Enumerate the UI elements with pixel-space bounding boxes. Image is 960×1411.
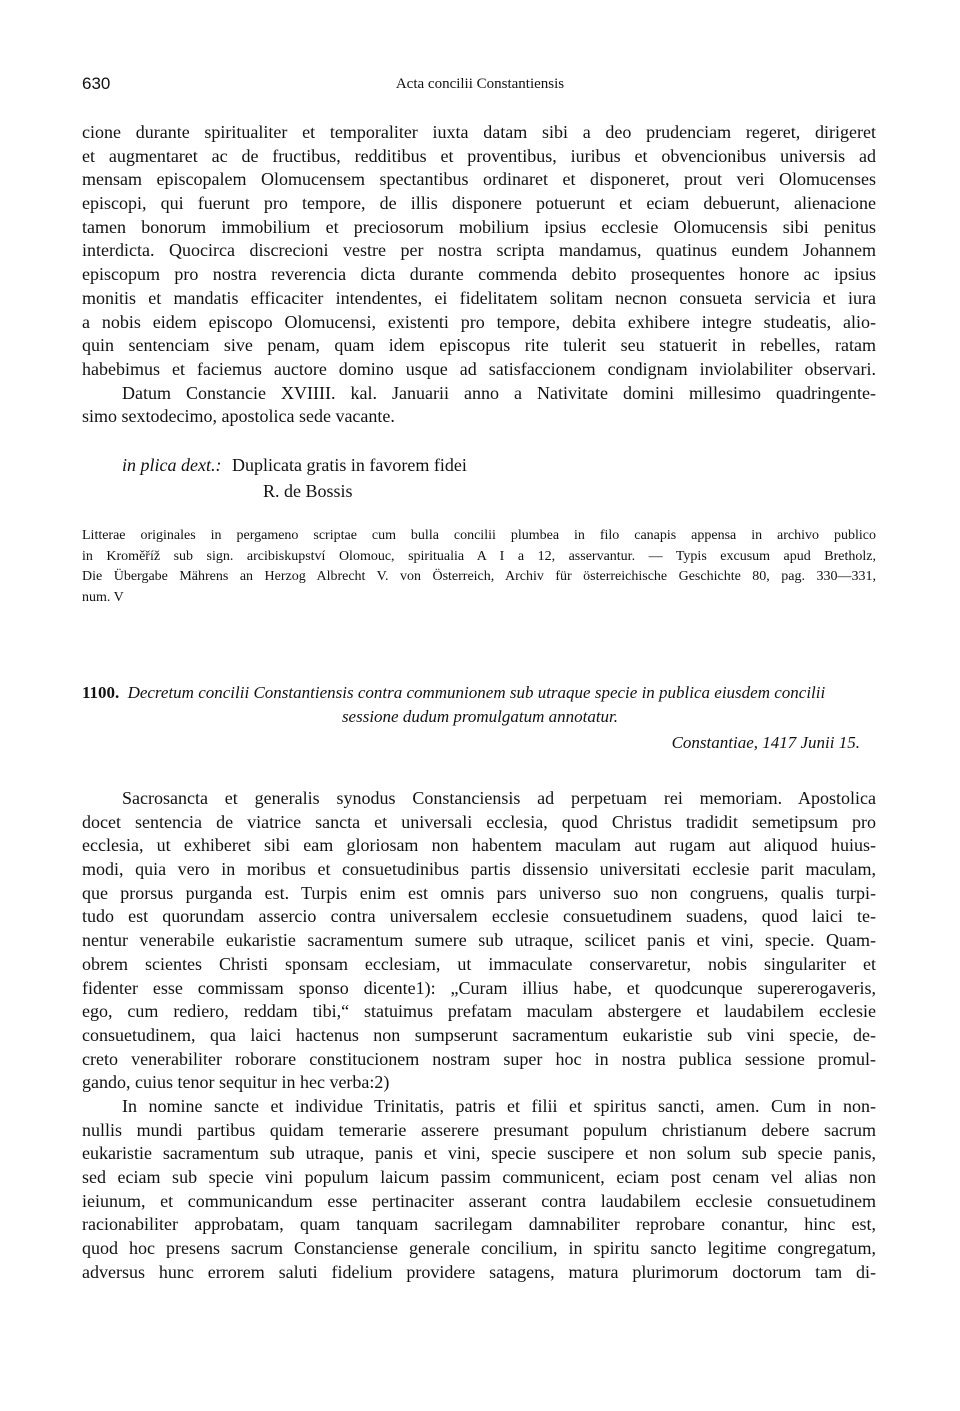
text-line: obrem scientes Christi sponsam ecclesiam, ut immaculate conservaretur, nobis singulariter et: [82, 953, 876, 974]
text-line: racionabiliter approbatam, quam tanquam sacrilegam damnabiliter reprobare conantur, hinc est,: [82, 1214, 876, 1235]
document-place-date: Constantiae, 1417 Junii 15.: [671, 733, 860, 752]
text-line: adversus hunc errorem saluti fidelium providere satagens, matura plurimorum doctorum tam di-: [82, 1261, 876, 1282]
text-line: que prorsus purganda est. Turpis enim est omnis pars universo suo non congruens, qualis turpi-: [82, 882, 876, 903]
text-line: ieiunum, et communicandum esse pertinaciter asserant contra laudabilem ecclesie consuetudinem: [82, 1190, 876, 1211]
text-line: quod hoc presens sacrum Constanciense generale concilium, in spiritu sancto legitime congregatum,: [82, 1238, 876, 1259]
text-line: fidenter esse commissam sponso dicente1): „Curam illius habe, et quodcunque supererogaveris,: [82, 977, 876, 998]
text-line: ego, cum rediero, reddam tibi,“ statuimus prefatam maculam abstergere et laudabilem ecclesie: [82, 1001, 876, 1022]
text-line: ecclesia, ut exhiberet sibi eam gloriosam non habentem maculam aut rugam aut aliquod huius-: [82, 835, 876, 856]
plica-text: Duplicata gratis in favorem fidei: [231, 455, 467, 475]
text-line: a nobis eidem episcopo Olomucensi, existenti pro tempore, debita exhibere integre studeatis, alio-: [82, 311, 876, 332]
text-line: Sacrosancta et generalis synodus Constanciensis ad perpetuam rei memoriam. Apostolica: [122, 788, 876, 808]
text-line: nentur venerabile eukaristie sacramentum sumere sub utraque, scilicet panis et vini, specie. Quam-: [82, 930, 876, 951]
text-line: nullis mundi partibus quidam temerarie asserere presumant populum christianum debere sacrum: [82, 1119, 876, 1140]
plica-label: in plica dext.:: [122, 455, 222, 475]
text-line: et augmentaret ac de fructibus, redditibus et proventibus, iuribus et obvencionibus universis ad: [82, 145, 876, 166]
text-line: monitis et mandatis efficaciter intendentes, ei fidelitatem solitam necnon consueta servicia et iura: [82, 287, 876, 308]
note-line: num. V: [82, 589, 124, 605]
text-line: interdicta. Quocirca discrecioni vestre per nostra scripta mandamus, quatinus eundem Johannem: [82, 240, 876, 261]
text-line: sed eciam sub specie vini populum laicum passim communicent, eciam post cenam vel alias non: [82, 1167, 876, 1187]
text-line: docet sentencia de viatrice sancta et universali ecclesia, quod Christus tradidit semetipsum pro: [82, 811, 876, 832]
text-line: episcopum pro nostra reverencia dicta durante commenda debito prosequentes honore ac ipsius: [82, 264, 876, 285]
decree-body: [82, 787, 876, 1284]
text-line: creto venerabiliter roborare constitucionem nostram super hoc in nostra publica sessione promul-: [82, 1048, 876, 1069]
note-line: in Kroměříž sub sign. arcibiskupství Olomouc, spiritualia A I a 12, asservantur. — Typis excusum apud Bretholz,: [82, 548, 876, 564]
plica-note: [122, 455, 467, 476]
text-line: quin sentenciam sive penam, quam idem episcopus rite tulerit seu statuerit in rebelles, ratam: [82, 335, 876, 356]
text-line: In nomine sancte et individue Trinitatis, patris et filii et spiritus sancti, amen. Cum in non-: [122, 1095, 876, 1116]
datum-line: Datum Constancie XVIIII. kal. Januarii anno a Nativitate domini millesimo quadringente-: [122, 382, 876, 403]
page-number: 630: [82, 74, 111, 93]
running-title: Acta concilii Constantiensis: [395, 76, 565, 92]
text-line: consuetudinem, qua laici hactenus non sumpserunt sacramentum eukaristie sub vini specie, de-: [82, 1024, 876, 1045]
paragraph-continued: [82, 121, 876, 429]
document-title-line1: Decretum concilii Constantiensis contra communionem sub utraque specie in publica eiusdem concilii: [127, 683, 826, 702]
document-title-line2: sessione dudum promulgatum annotatur.: [341, 707, 619, 726]
text-line: mensam episcopalem Olomucensem spectantibus ordinaret et disponeret, prout veri Olomucenses: [82, 169, 876, 190]
note-line: Die Übergabe Mährens an Herzog Albrecht V. von Österreich, Archiv für österreichische Geschichte 80, pag. 330—331,: [82, 569, 876, 584]
note-line: Litterae originales in pergameno scriptae cum bulla concilii plumbea in filo canapis appensa in archivo publico: [82, 528, 876, 543]
text-line: habebimus et faciemus auctore domino usque ad satisfaccionem condignam inviolabiliter observari.: [82, 358, 876, 379]
text-line: episcopi, qui fuerunt pro tempore, de illis disponere potuerunt et eciam debuerunt, alienacione: [82, 193, 876, 214]
text-line: eukaristie sacramentum sub utraque, panis et vini, specie suscipere et non solum sub specie panis,: [82, 1143, 876, 1164]
text-line: cione durante spiritualiter et temporaliter iuxta datam sibi a deo prudenciam regeret, dirigeret: [82, 122, 876, 142]
source-note: [82, 526, 876, 608]
document-heading: [82, 683, 876, 703]
plica-signature: R. de Bossis: [263, 481, 353, 501]
text-line: tudo est quorundam assercio contra universalem ecclesie consuetudinem suadens, quod laici te-: [82, 906, 876, 927]
document-number: 1100.: [82, 683, 120, 702]
text-line: modi, quia vero in moribus et consuetudinibus partis dissensio universitati ecclesie parit maculam,: [82, 859, 876, 880]
datum-line: simo sextodecimo, apostolica sede vacante.: [82, 406, 395, 427]
text-line: gando, cuius tenor sequitur in hec verba:2): [82, 1072, 390, 1093]
text-line: tamen bonorum immobilium et preciosorum mobilium ipsius ecclesie Olomucensis sibi penitus: [82, 216, 876, 237]
